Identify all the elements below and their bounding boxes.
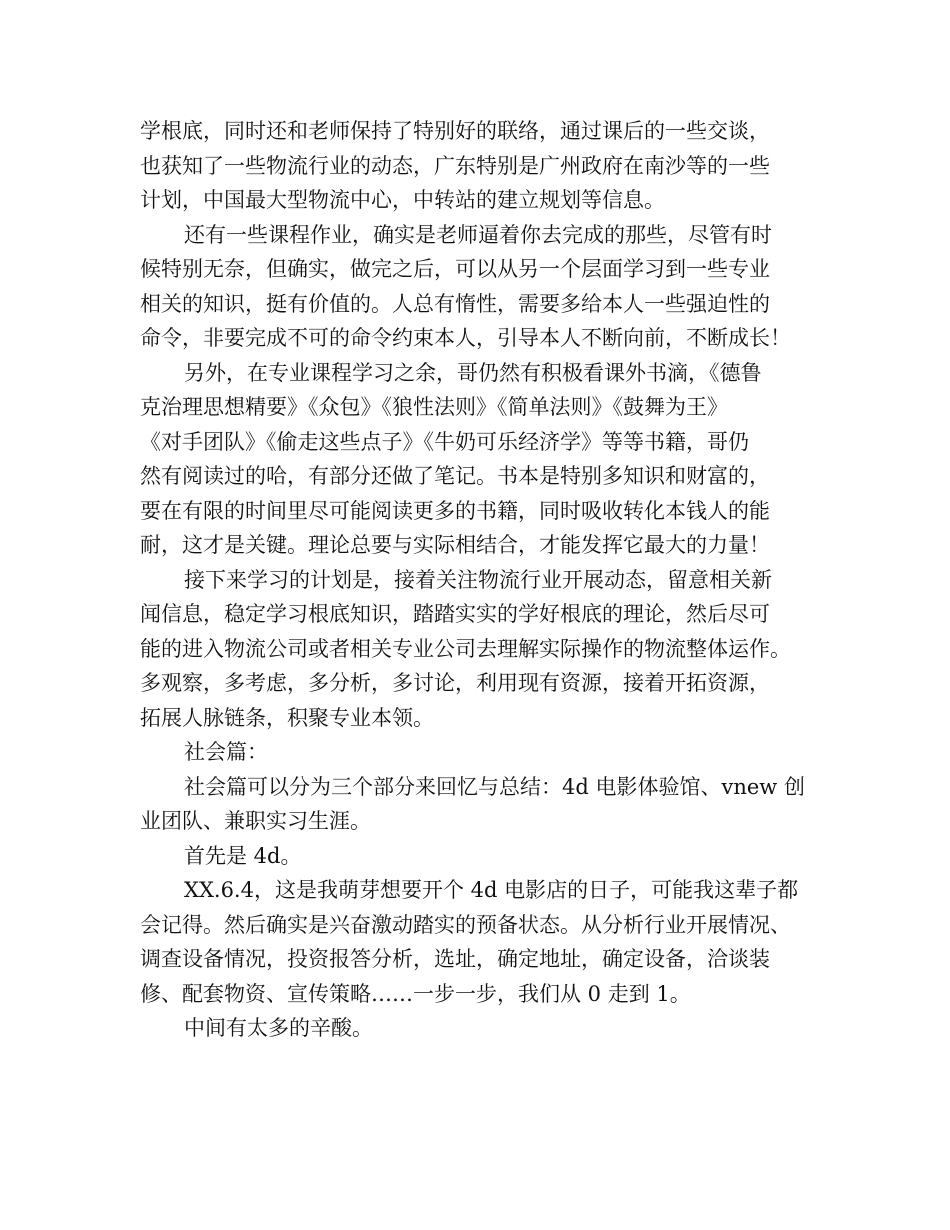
text-line: 相关的知识，挺有价值的。人总有惰性，需要多给本人一些强迫性的: [140, 291, 770, 316]
text-line: 修、配套物资、宣传策略……一步一步，我们从 0 走到 1。: [140, 981, 691, 1006]
paragraph: [140, 770, 830, 839]
text-line: XX.6.4，这是我萌芽想要开个 4d 电影店的日子，可能我这辈子都: [184, 878, 799, 902]
text-line: 另外，在专业课程学习之余，哥仍然有积极看课外书滴，《德鲁: [184, 360, 762, 385]
text-line: 要在有限的时间里尽可能阅读更多的书籍，同时吸收转化本钱人的能: [140, 498, 770, 523]
text-line: 计划，中国最大型物流中心，中转站的建立规划等信息。: [140, 188, 665, 212]
paragraph: [140, 735, 830, 770]
text-line: 业团队、兼职实习生涯。: [140, 809, 371, 833]
paragraph: [140, 839, 830, 874]
paragraph: [140, 114, 830, 218]
paragraph: [140, 218, 830, 356]
text-line: 然有阅读过的哈，有部分还做了笔记。书本是特别多知识和财富的，: [140, 464, 770, 488]
paragraph: [140, 563, 830, 736]
text-line: 社会篇：: [184, 740, 268, 764]
text-line: 接下来学习的计划是，接着关注物流行业开展动态，留意相关新: [184, 567, 772, 592]
text-line: 能的进入物流公司或者相关专业公司去理解实际操作的物流整体运作。: [140, 636, 791, 661]
text-line: 调查设备情况，投资报答分析，选址，确定地址，确定设备，洽谈装: [140, 947, 770, 971]
text-line: 社会篇可以分为三个部分来回忆与总结：4d 电影体验馆、vnew 创: [184, 774, 805, 799]
text-line: 中间有太多的辛酸。: [184, 1016, 373, 1040]
text-line: 克治理思想精要》《众包》《狼性法则》《简单法则》《鼓舞为王》: [140, 395, 728, 419]
text-line: 还有一些课程作业，确实是老师逼着你去完成的那些，尽管有时: [184, 222, 772, 247]
paragraph: [140, 1011, 830, 1046]
text-line: 也获知了一些物流行业的动态，广东特别是广州政府在南沙等的一些: [140, 153, 770, 178]
text-line: 耐，这才是关键。理论总要与实际相结合，才能发挥它最大的力量！: [140, 533, 770, 557]
text-line: 《对手团队》《偷走这些点子》《牛奶可乐经济学》等等书籍，哥仍: [140, 429, 749, 454]
text-line: 学根底，同时还和老师保持了特别好的联络，通过课后的一些交谈，: [140, 119, 770, 143]
text-line: 闻信息，稳定学习根底知识，踏踏实实的学好根底的理论，然后尽可: [140, 602, 770, 626]
text-line: 命令，非要完成不可的命令约束本人，引导本人不断向前，不断成长！: [140, 326, 791, 350]
paragraph: [140, 873, 830, 1011]
text-line: 多观察，多考虑，多分析，多讨论，利用现有资源，接着开拓资源，: [140, 671, 770, 695]
text-line: 会记得。然后确实是兴奋激动踏实的预备状态。从分析行业开展情况、: [140, 912, 791, 937]
text-line: 候特别无奈，但确实，做完之后，可以从另一个层面学习到一些专业: [140, 257, 770, 281]
text-line: 拓展人脉链条，积聚专业本领。: [140, 705, 434, 730]
text-line: 首先是 4d。: [184, 843, 302, 868]
paragraph: [140, 356, 830, 563]
document-page: [140, 114, 830, 1046]
